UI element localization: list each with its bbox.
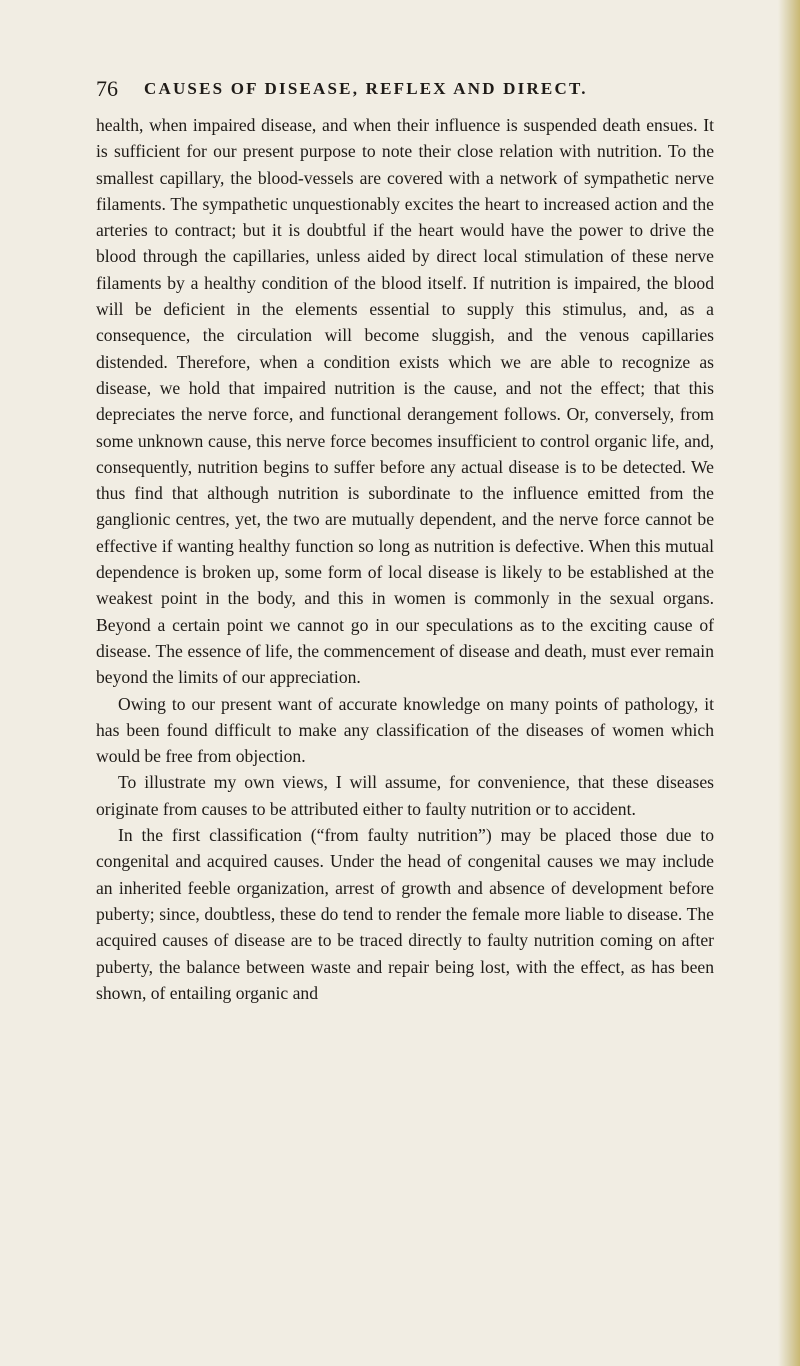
paragraph-classification-difficulty: Owing to our present want of accurate knowledge on many points of pathology, it has been found difficult to make any classification of the diseases of women which would be free from objection. (96, 693, 714, 767)
page-edge-shadow (778, 0, 800, 1366)
paragraph-first-classification: In the first classification (“from faulty nutrition”) may be placed those due to congenital and acquired causes. Under the head of congenital causes we may include an inherited feeble organization, arrest of growth and absence of development before puberty; since, doubtless, these do tend to render the female more liable to disease. The acquired causes of disease are to be traced directly to faulty nutrition coming on after puberty, the balance between waste and repair being lost, with the effect, as has been shown, of entailing organic and (96, 825, 714, 1003)
running-head: CAUSES OF DISEASE, REFLEX AND DIRECT. (144, 79, 588, 98)
paragraph-illustrate-views: To illustrate my own views, I will assume, for convenience, that these diseases originate from causes to be attributed either to faulty nutrition or to accident. (96, 772, 714, 819)
page-number: 76 (96, 76, 118, 101)
page-header (96, 74, 716, 104)
body-text (96, 112, 714, 1006)
paragraph-continued: health, when impaired disease, and when their influence is suspended death ensues. It is sufficient for our present purpose to note their close relation with nutrition. To the smallest capillary, the blood-vessels are covered with a network of sympathetic nerve filaments. The sympathetic unquestionably excites the heart to increased action and the arteries to contract; but it is doubtful if the heart would have the power to drive the blood through the capillaries, unless aided by direct local stimulation of these nerve filaments by a healthy condition of the blood itself. If nutrition is impaired, the blood will be deficient in the elements essential to supply this stimulus, and, as a consequence, the circulation will become sluggish, and the venous capillaries distended. Therefore, when a condition exists which we are able to recognize as disease, we hold that impaired nutrition is the cause, and not the effect; that this depreciates the nerve force, and functional derangement follows. Or, conversely, from some unknown cause, this nerve force becomes insufficient to control organic life, and, consequently, nutrition begins to suffer before any actual disease is to be detected. We thus find that although nutrition is subordinate to the influence emitted from the ganglionic centres, yet, the two are mutually dependent, and the nerve force cannot be effective if wanting healthy function so long as nutrition is defective. When this mutual dependence is broken up, some form of local disease is likely to be established at the weakest point in the body, and this in women is commonly in the sexual organs. Beyond a certain point we cannot go in our speculations as to the exciting cause of disease. The essence of life, the commencement of disease and death, must ever remain beyond the limits of our appreciation. (96, 115, 714, 688)
